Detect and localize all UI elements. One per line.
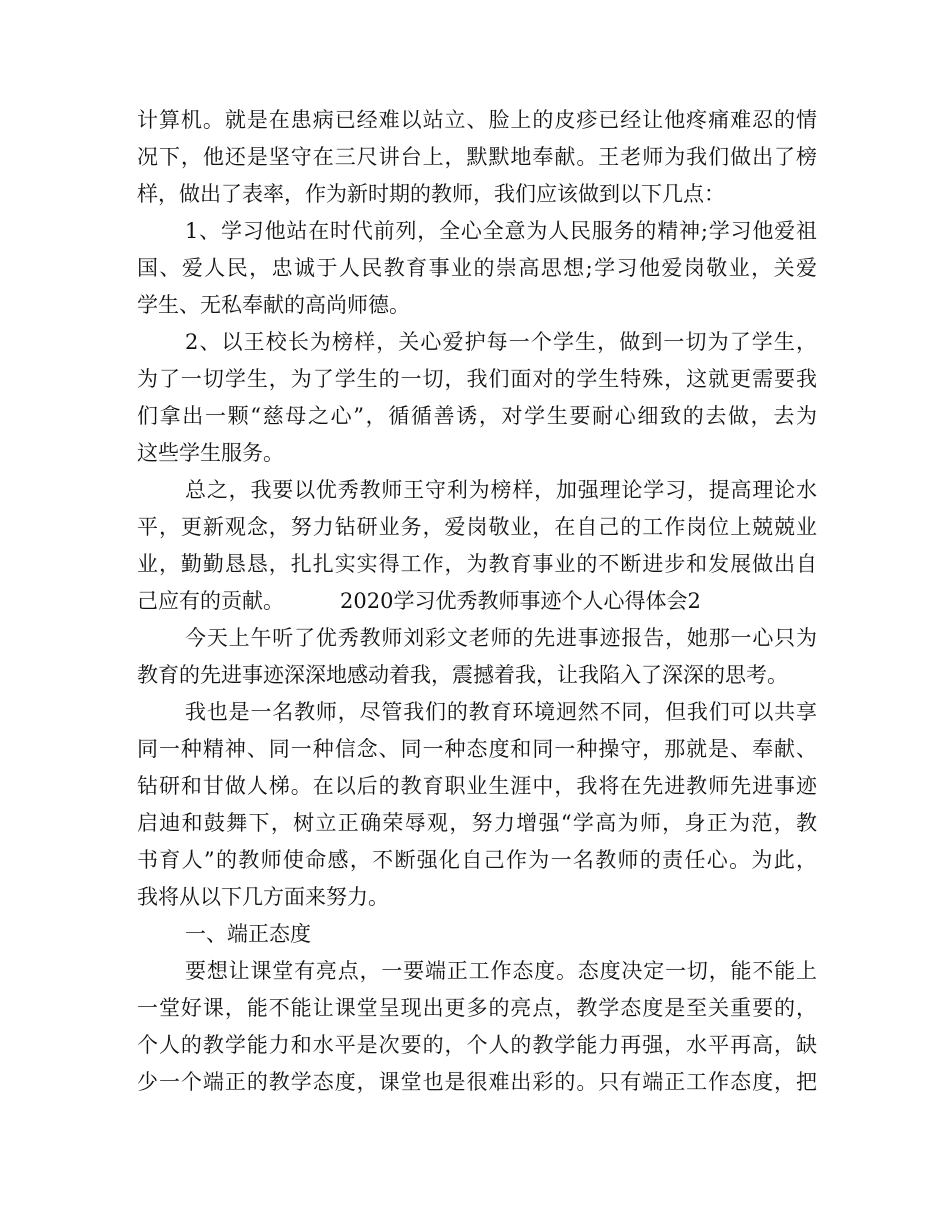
text-line: 计算机。就是在患病已经难以站立、脸上的皮疹已经让他疼痛难忍的情 <box>137 108 817 132</box>
paragraph <box>137 102 817 213</box>
subheading <box>137 916 817 953</box>
text-line: 书育人”的教师使命感，不断强化自己作为一名教师的责任心。为此， <box>137 848 817 872</box>
text-line: 一堂好课，能不能让课堂呈现出更多的亮点，教学态度是至关重要的， <box>137 996 817 1020</box>
text-line: 平，更新观念，努力钻研业务，爱岗敬业，在自己的工作岗位上兢兢业 <box>137 515 817 539</box>
paragraph <box>137 324 817 472</box>
text-line: 1、学习他站在时代前列，全心全意为人民服务的精神;学习他爱祖 <box>185 219 817 243</box>
text-line: 为了一切学生，为了学生的一切，我们面对的学生特殊，这就更需要我 <box>137 367 817 391</box>
text-line: 我将从以下几方面来努力。 <box>137 885 389 909</box>
paragraph <box>137 213 817 324</box>
text-line: 同一种精神、同一种信念、同一种态度和同一种操守，那就是、奉献、 <box>137 737 817 761</box>
text-line <box>137 583 817 620</box>
text-line: 况下，他还是坚守在三尺讲台上，默默地奉献。王老师为我们做出了榜 <box>137 145 817 169</box>
paragraph <box>137 620 817 694</box>
text-line: 教育的先进事迹深深地感动着我，震撼着我，让我陷入了深深的思考。 <box>137 663 788 687</box>
text-line: 个人的教学能力和水平是次要的，个人的教学能力再强，水平再高，缺 <box>137 1033 817 1057</box>
text-line-start: 己应有的贡献。 <box>137 589 284 613</box>
text-line: 这些学生服务。 <box>137 441 284 465</box>
text-line: 我也是一名教师，尽管我们的教育环境迥然不同，但我们可以共享 <box>185 700 817 724</box>
text-line: 学生、无私奉献的高尚师德。 <box>137 293 410 317</box>
paragraph <box>137 694 817 916</box>
text-line: 少一个端正的教学态度，课堂也是很难出彩的。只有端正工作态度，把 <box>137 1070 817 1094</box>
text-line: 2、以王校长为榜样，关心爱护每一个学生，做到一切为了学生， <box>185 330 817 354</box>
text-line: 样，做出了表率，作为新时期的教师，我们应该做到以下几点： <box>137 182 725 206</box>
paragraph <box>137 472 817 620</box>
section-heading: 2020学习优秀教师事迹个人心得体会2 <box>340 589 701 613</box>
text-line: 要想让课堂有亮点，一要端正工作态度。态度决定一切，能不能上 <box>185 959 817 983</box>
text-line: 总之，我要以优秀教师王守利为榜样，加强理论学习，提高理论水 <box>185 478 817 502</box>
text-line: 启迪和鼓舞下，树立正确荣辱观，努力增强“学高为师，身正为范，教 <box>137 811 817 835</box>
text-line: 国、爱人民，忠诚于人民教育事业的崇高思想;学习他爱岗敬业，关爱 <box>137 256 817 280</box>
text-line: 们拿出一颗“慈母之心”，循循善诱，对学生要耐心细致的去做，去为 <box>137 404 817 428</box>
text-line: 业，勤勤恳恳，扎扎实实得工作，为教育事业的不断进步和发展做出自 <box>137 552 817 576</box>
document-body <box>137 102 817 1101</box>
paragraph <box>137 953 817 1101</box>
subheading-text: 一、端正态度 <box>185 922 311 946</box>
text-line: 今天上午听了优秀教师刘彩文老师的先进事迹报告，她那一心只为 <box>185 626 817 650</box>
text-line: 钻研和甘做人梯。在以后的教育职业生涯中，我将在先进教师先进事迹 <box>137 774 817 798</box>
